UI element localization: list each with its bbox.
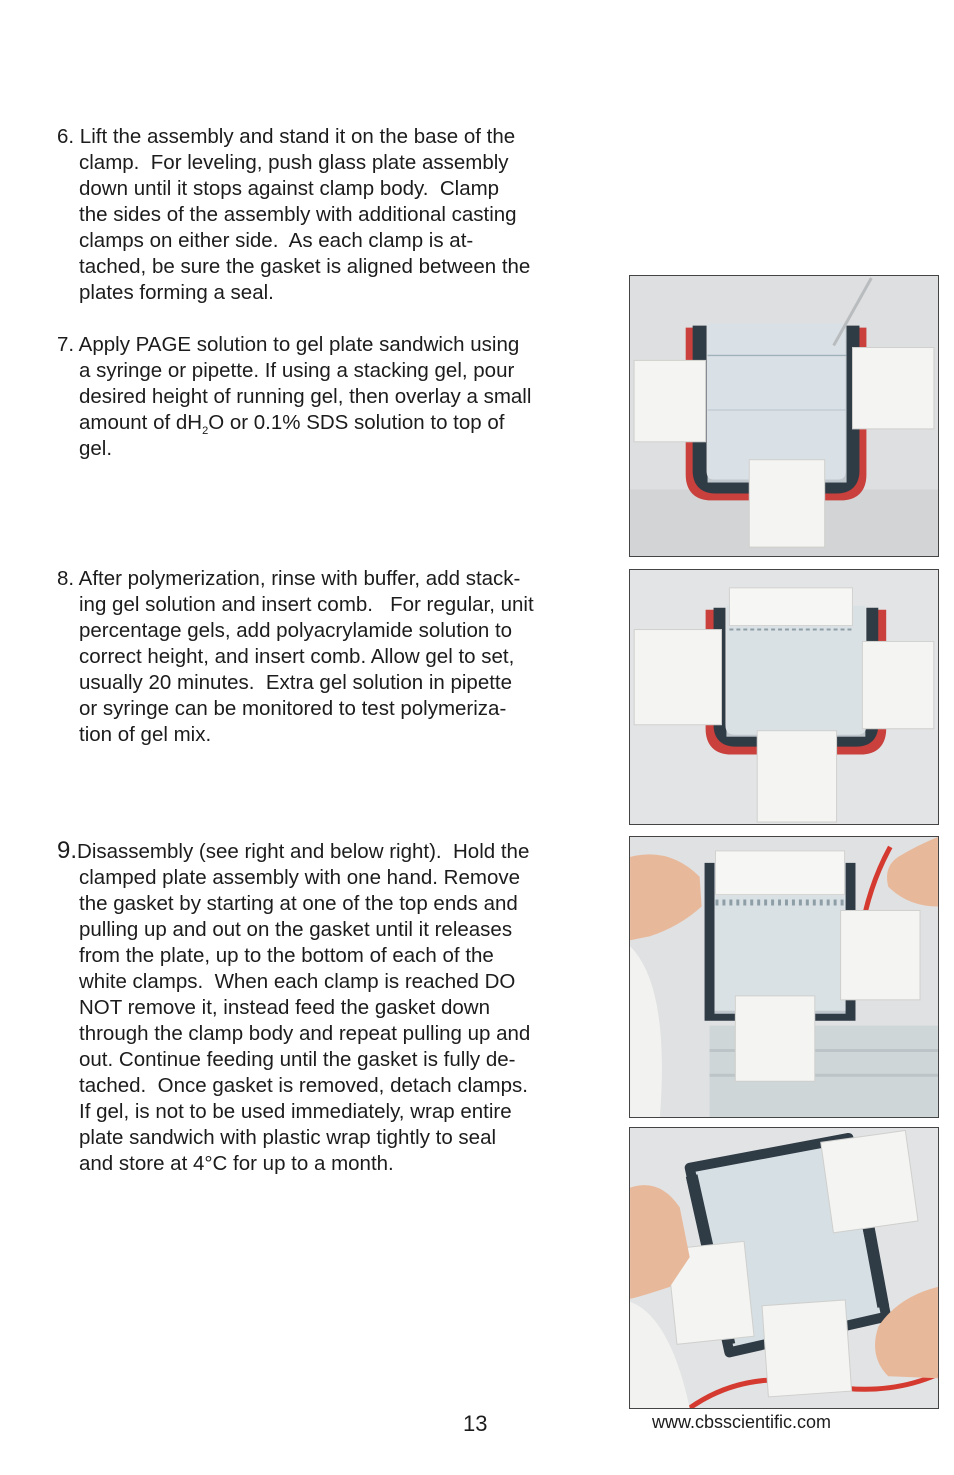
step-9-line: and store at 4°C for up to a month.: [79, 1152, 394, 1175]
step-8-line: or syringe can be monitored to test polymeriza-: [79, 697, 507, 720]
detaching-clamps-illustration: [630, 1128, 938, 1408]
step-7-text: O or 0.1% SDS solution to top of: [208, 411, 505, 434]
step-9-line: pulling up and out on the gasket until it releases: [79, 918, 513, 941]
step-9-line: NOT remove it, instead feed the gasket down: [79, 996, 490, 1019]
step-9-line: tached. Once gasket is removed, detach clamps.: [79, 1074, 528, 1097]
photo-removing-gasket: [629, 836, 939, 1118]
casting-assembly-illustration: [630, 276, 938, 556]
step-7-text: amount of dH: [79, 411, 203, 434]
step-9-line: white clamps. When each clamp is reached DO: [79, 970, 516, 993]
step-8-line: tion of gel mix.: [79, 723, 212, 746]
step-9-line: [57, 838, 577, 865]
step-6-line: clamp. For leveling, push glass plate assembly: [79, 151, 509, 174]
comb-inserted-illustration: [630, 570, 938, 824]
step-9-line: plate sandwich with plastic wrap tightly to seal: [79, 1126, 497, 1149]
step-9-text: Disassembly (see right and below right). Hold the: [77, 840, 530, 863]
page-number: 13: [463, 1411, 488, 1436]
step-9-line: the gasket by starting at one of the top ends and: [79, 892, 518, 915]
step-9: [57, 838, 577, 1177]
step-9-line: clamped plate assembly with one hand. Remove: [79, 866, 520, 889]
step-6: [57, 124, 577, 306]
step-7-line: gel.: [79, 437, 113, 460]
step-7: [57, 332, 577, 462]
website-url: www.cbsscientific.com: [652, 1412, 832, 1432]
step-8-line: ing gel solution and insert comb. For regular, unit: [79, 593, 534, 616]
step-9-number: 9.: [57, 837, 78, 864]
step-7-line: [57, 410, 577, 436]
step-7-line: desired height of running gel, then overlay a small: [79, 385, 532, 408]
step-6-line: down until it stops against clamp body. Clamp: [79, 177, 500, 200]
step-6-line: plates forming a seal.: [79, 281, 274, 304]
subscript-2: 2: [202, 425, 209, 437]
step-7-line: a syringe or pipette. If using a stacking gel, pour: [79, 359, 515, 382]
step-8-line: percentage gels, add polyacrylamide solution to: [79, 619, 513, 642]
photo-comb-inserted: [629, 569, 939, 825]
step-8-line: correct height, and insert comb. Allow gel to set,: [79, 645, 515, 668]
step-9-line: through the clamp body and repeat pulling up and: [79, 1022, 531, 1045]
step-6-line: clamps on either side. As each clamp is at-: [79, 229, 474, 252]
step-6-line: 6. Lift the assembly and stand it on the base of the: [57, 125, 516, 148]
step-8: [57, 566, 577, 748]
step-8-line: 8. After polymerization, rinse with buffer, add stack-: [57, 567, 521, 590]
step-8-line: usually 20 minutes. Extra gel solution in pipette: [79, 671, 513, 694]
photo-detaching-clamps: [629, 1127, 939, 1409]
step-6-line: tached, be sure the gasket is aligned between the: [79, 255, 531, 278]
step-9-line: If gel, is not to be used immediately, wrap entire: [79, 1100, 512, 1123]
step-9-line: from the plate, up to the bottom of each of the: [79, 944, 494, 967]
step-9-line: out. Continue feeding until the gasket is fully de-: [79, 1048, 516, 1071]
step-6-line: the sides of the assembly with additional casting: [79, 203, 517, 226]
removing-gasket-illustration: [630, 837, 938, 1117]
step-7-line: 7. Apply PAGE solution to gel plate sandwich using: [57, 333, 520, 356]
photo-casting-assembly: [629, 275, 939, 557]
